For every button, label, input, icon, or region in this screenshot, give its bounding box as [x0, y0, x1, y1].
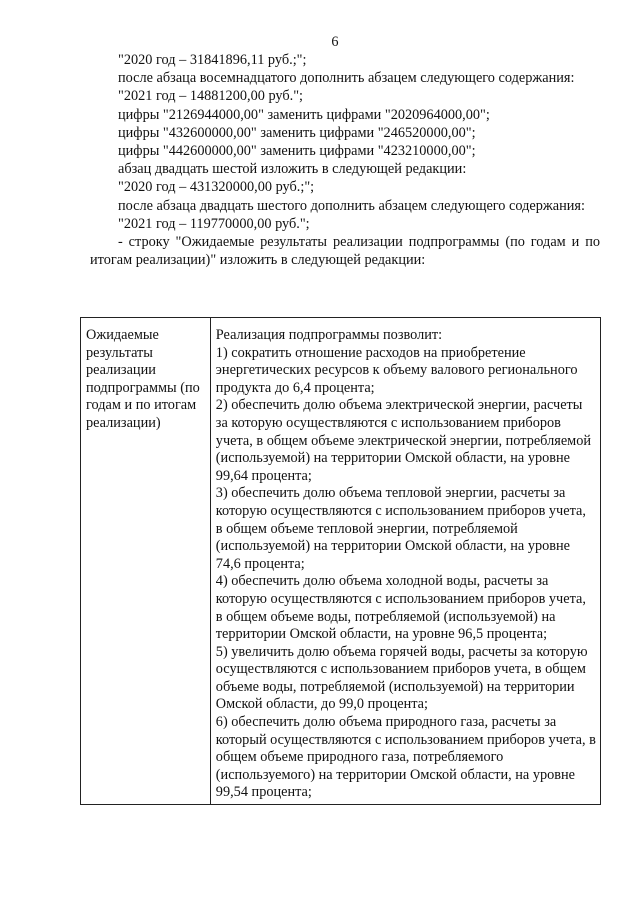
paragraph-2020-amount: "2020 год – 31841896,11 руб.;";: [118, 52, 307, 68]
table-item-2: 2) обеспечить долю объема электрической энергии, расчеты за которую осуществляются с использованием приборов учета, в общем объеме электрической энергии, потребляемой (используемой) на территории Омской области, на уровне 99,64 процента;: [215, 397, 592, 484]
table-label-cell: Ожидаемые результаты реализации подпрограммы (по годам и по итогам реализации): [81, 318, 211, 805]
paragraph-replace-3: цифры "442600000,00" заменить цифрами "423210000,00";: [118, 143, 476, 160]
table-item-3: 3) обеспечить долю объема тепловой энергии, расчеты за которую осуществляются с использованием приборов учета, в общем объеме тепловой энергии, потребляемой (используемой) на территории Омской области, на уровне 74,6 процента;: [215, 485, 586, 572]
paragraph-2020-amount-2: "2020 год – 431320000,00 руб.;";: [118, 179, 315, 196]
table-intro: Реализация подпрограммы позволит:: [215, 327, 443, 343]
table-item-6: 6) обеспечить долю объема природного газа, расчеты за который осуществляются с использованием приборов учета, в общем объеме природного газа, потребляемого (используемого) на территории Омской области, на уровне 99,54 процента;: [215, 714, 596, 801]
paragraph-row-edit: - строку "Ожидаемые результаты реализации подпрограммы (по годам и по итогам реализации)" изложить в следующей редакции:: [90, 234, 600, 269]
results-table: [80, 317, 601, 805]
paragraph-26th-edit: абзац двадцать шестой изложить в следующей редакции:: [118, 161, 467, 178]
table-item-4: 4) обеспечить долю объема холодной воды, расчеты за которую осуществляются с использованием приборов учета, в общем объеме воды, потребляемой (используемой) на территории Омской области, на уровне 96,5 процента;: [215, 573, 586, 643]
table-row: [81, 318, 601, 805]
page-number: 6: [331, 34, 339, 50]
paragraph-2021-amount: "2021 год – 14881200,00 руб.";: [118, 88, 304, 105]
paragraph-2021-amount-2: "2021 год – 119770000,00 руб.";: [118, 215, 310, 232]
paragraph-replace-2: цифры "432600000,00" заменить цифрами "246520000,00";: [118, 124, 476, 141]
table-item-5: 5) увеличить долю объема горячей воды, расчеты за которую осуществляются с использованием приборов учета, в общем объеме воды, потребляемой (используемой) на территории Омской области, до 99,0 процента;: [215, 643, 588, 713]
table-content-cell: [210, 318, 600, 805]
table-item-1: 1) сократить отношение расходов на приобретение энергетических ресурсов к объему валового регионального продукта до 6,4 процента;: [215, 344, 578, 396]
paragraph-after-18th: после абзаца восемнадцатого дополнить абзацем следующего содержания:: [118, 70, 575, 87]
paragraph-replace-1: цифры "2126944000,00" заменить цифрами "2020964000,00";: [118, 106, 490, 123]
paragraph-after-26th: после абзаца двадцать шестого дополнить абзацем следующего содержания:: [118, 197, 585, 214]
document-body: [90, 51, 600, 269]
